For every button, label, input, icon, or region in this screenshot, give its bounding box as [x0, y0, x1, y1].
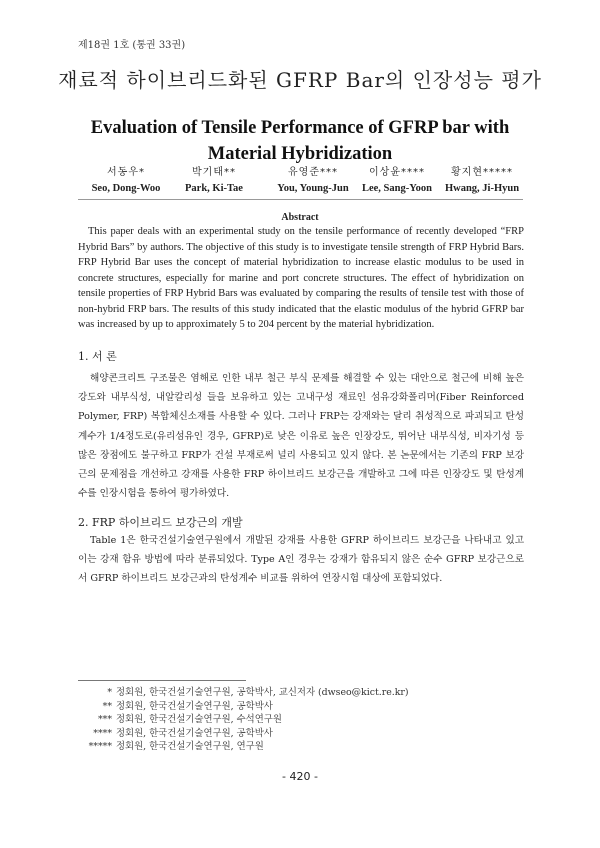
footnotes	[76, 686, 409, 754]
footnote-item	[76, 686, 409, 700]
section-heading-development: 2. FRP 하이브리드 보강근의 개발	[78, 516, 243, 529]
footnote-mark: *	[107, 687, 112, 698]
footnote-mark: **	[102, 700, 112, 712]
author-name-ko: 황지현*****	[451, 167, 513, 178]
title-english: Evaluation of Tensile Performance of GFRP bar with Material Hybridization	[90, 118, 510, 164]
abstract-text: This paper deals with an experimental study on the tensile performance of recently developed “FRP Hybrid Bars” by authors. The objective of this study is to investigate tensile strength of FRP Hybrid Bars. FRP Hybrid Bar uses the concept of material hybridization to increase elastic modulus to be used in concrete structures, especially for marine and port concrete structures. The effect of hybridization on tensile properties of FRP Hybrid Bars was evaluated by comparing the results of tensile test with those of non-hybrid FRP bars. The results of this study indicated that the elastic modulus of the hybrid GFRP bar was increased by up to approximately 5 to 204 percent by the material hybridization.	[78, 226, 524, 330]
footnote-divider	[78, 680, 246, 681]
section-heading-introduction: 1. 서 론	[78, 350, 117, 363]
page-number: - 420 -	[282, 770, 318, 783]
header-divider	[78, 199, 523, 200]
author-name-ko: 이상윤****	[369, 167, 425, 178]
footnote-mark: *****	[88, 741, 112, 752]
title-korean: 재료적 하이브리드화된 GFRP Bar의 인장성능 평가	[58, 68, 542, 92]
footnote-item	[76, 740, 409, 754]
footnote-text: 정회원, 한국건설기술연구원, 공학박사	[116, 700, 273, 712]
author-name-ko: 박기태**	[192, 167, 236, 178]
footnote-text: 정회원, 한국건설기술연구원, 수석연구원	[116, 714, 282, 725]
footnote-text: 정회원, 한국건설기술연구원, 연구원	[116, 741, 264, 752]
author-name-en: Hwang, Ji-Hyun	[444, 183, 520, 194]
footnote-text: 정회원, 한국건설기술연구원, 공학박사	[116, 727, 273, 739]
author-name-ko: 서동우*	[107, 167, 145, 178]
footnote-item	[76, 727, 409, 741]
footnote-item	[76, 700, 409, 714]
footnote-text: 정회원, 한국건설기술연구원, 공학박사, 교신저자 (dwseo@kict.re.kr)	[116, 687, 409, 698]
author-name-en: Park, Ki-Tae	[185, 183, 243, 194]
author-5	[426, 163, 538, 194]
footnote-mark: ****	[93, 727, 112, 739]
abstract-heading: Abstract	[281, 212, 319, 223]
footnote-item	[76, 713, 409, 727]
author-2	[168, 163, 260, 194]
author-1	[80, 163, 172, 194]
footnote-mark: ***	[97, 714, 112, 725]
author-name-en: Seo, Dong-Woo	[91, 183, 161, 194]
author-name-en: Lee, Sang-Yoon	[361, 183, 432, 194]
author-name-ko: 유영준***	[288, 167, 338, 178]
running-head: 제18권 1호 (통권 33권)	[78, 40, 186, 51]
author-name-en: You, Young-Jun	[277, 183, 349, 194]
section-body-development: Table 1은 한국건설기술연구원에서 개발된 강재를 사용한 GFRP 하이브리드 보강근을 나타내고 있고 이는 강재 함유 방법에 따라 분류되었다. Type A인 경우는 강재가 함유되지 않은 순수 GFRP 보강근으로서 GFRP 하이브리드 보강근과의 탄성계수 비교를 위하여 연장시험 대상에 포함되었다.	[78, 535, 524, 585]
section-body-introduction: 해양콘크리트 구조물은 염해로 인한 내부 철근 부식 문제를 해결할 수 있는 대안으로 철근에 비해 높은 강도와 내부식성, 내알칼리성 들을 보유하고 있는 고내구성 재료인 섬유강화폴리머(Fiber Reinforced Polymer, FRP) 복합체신소재를 사용할 수 있다. 그러나 FRP는 강재와는 달리 취성적으로 파괴되고 탄성계수가 1/4정도로(유리섬유인 경우, GFRP)로 낮은 이유로 높은 인장강도, 뛰어난 내부식성, 비자기성 등 많은 장점에도 불구하고 FRP가 건설 부재로써 널리 사용되고 있지 않다. 본 논문에서는 기존의 FRP 보강근의 문제점을 개선하고 강재를 사용한 FRP 하이브리드 보강근을 개발하고 그에 따른 인장강도 및 탄성계수를 인장시험을 통하여 평가하였다.	[78, 373, 524, 500]
